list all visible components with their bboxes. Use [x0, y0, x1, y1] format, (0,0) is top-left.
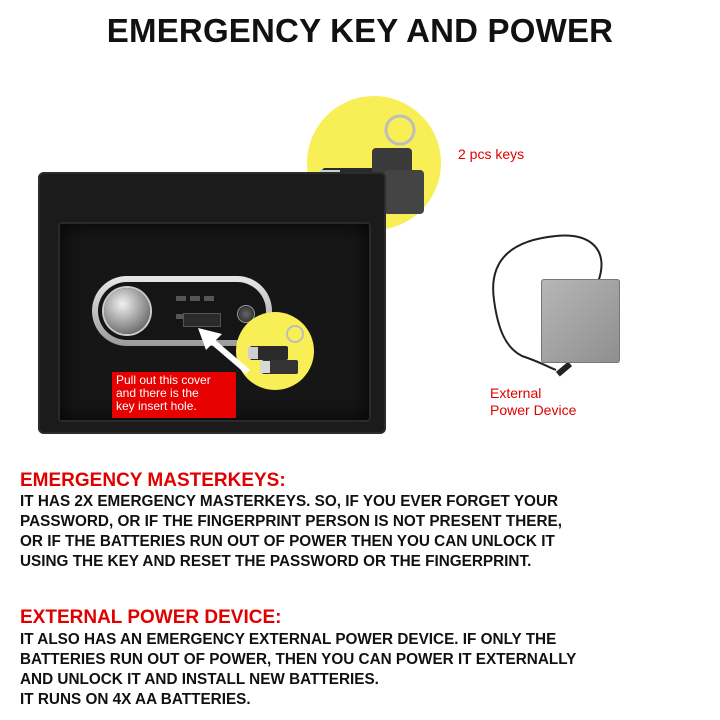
section-body-masterkeys: IT HAS 2X EMERGENCY MASTERKEYS. SO, IF YOU EVER FORGET YOUR PASSWORD, OR IF THE FINGERPRINT PERSON IS NOT PRESENT THERE, OR IF THE BATTERIES RUN OUT OF POWER THEN YOU CAN UNLOCK IT USING THE KEY AND RESET THE PASSWORD OR THE FINGERPRINT. [20, 493, 562, 570]
keys-label: 2 pcs keys [458, 146, 525, 162]
power-device-label: External Power Device [490, 385, 577, 418]
section-heading-masterkeys: EMERGENCY MASTERKEYS: [20, 470, 286, 491]
page-title: EMERGENCY KEY AND POWER [106, 12, 614, 49]
door-knob [104, 288, 150, 334]
section-body-power: IT ALSO HAS AN EMERGENCY EXTERNAL POWER DEVICE. IF ONLY THE BATTERIES RUN OUT OF POWER, THEN YOU CAN POWER IT EXTERNALLY AND UNLOCK IT AND INSTALL NEW BATTERIES. IT RUNS ON 4X AA BATTERIES. [20, 631, 577, 708]
cover-instruction-note: Pull out this cover and there is the key insert hole. [112, 372, 236, 418]
keyhole-cover [183, 313, 221, 327]
keyhole-highlight-circle [236, 312, 314, 390]
section-heading-power: EXTERNAL POWER DEVICE: [20, 607, 282, 628]
keypad [174, 290, 232, 312]
external-power-device [541, 279, 620, 363]
